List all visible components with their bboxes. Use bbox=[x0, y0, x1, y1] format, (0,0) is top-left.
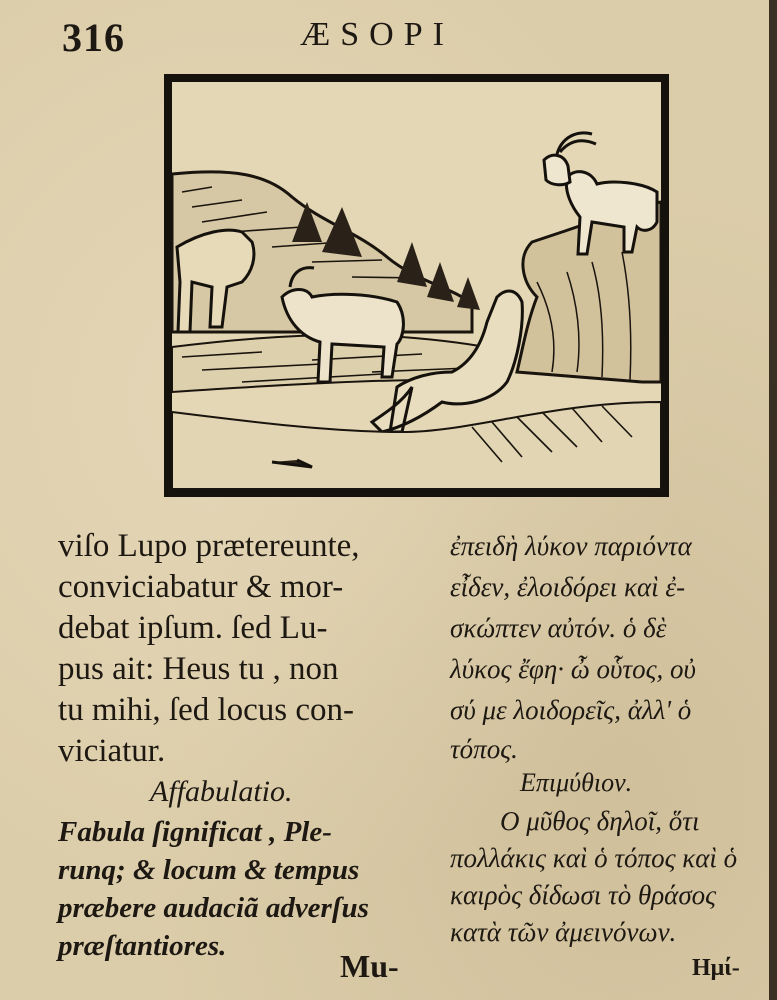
latin-text-line: tu mihi, ſed locus con- bbox=[58, 692, 355, 728]
greek-moral-heading: Επιμύθιον. bbox=[520, 768, 633, 797]
greek-text-line: ἐπειδὴ λύκον παριόντα bbox=[450, 531, 692, 561]
latin-text-line: debat ipſum. ſed Lu- bbox=[58, 610, 328, 646]
woodcut-wolf-and-goat-image bbox=[172, 82, 661, 489]
greek-moral-line: Ο μῦθος δηλοῖ, ὅτι bbox=[500, 806, 700, 836]
greek-text-line: εἶδεν, ἐλοιδόρει καὶ ἐ- bbox=[450, 572, 686, 602]
latin-text-line: conviciabatur & mor- bbox=[58, 569, 344, 605]
greek-text-line: σύ με λοιδορεῖς, ἀλλ' ὁ bbox=[450, 695, 692, 725]
greek-text-line: τόπος. bbox=[450, 734, 518, 764]
latin-catchword: Mu- bbox=[340, 948, 399, 984]
woodcut-illustration bbox=[164, 74, 669, 497]
greek-moral-line: καιρὸς δίδωσι τὸ θράσος bbox=[450, 880, 717, 910]
running-title: ÆSOPI bbox=[300, 16, 454, 53]
latin-text-line: viſo Lupo prætereunte, bbox=[58, 528, 360, 564]
latin-moral-line: præbere audaciã adverſus bbox=[58, 892, 369, 924]
greek-catchword: Ημί- bbox=[692, 955, 740, 981]
latin-text-line: viciatur. bbox=[58, 733, 166, 769]
page-edge-shadow bbox=[769, 0, 777, 1000]
latin-text-line: pus ait: Heus tu , non bbox=[58, 651, 339, 687]
greek-text-line: λύκος ἔφη· ὦ οὗτος, οὐ bbox=[450, 654, 696, 684]
latin-moral-line: Fabula ſignificat , Ple- bbox=[58, 816, 332, 848]
page-number: 316 bbox=[62, 15, 125, 60]
greek-moral-line: πολλάκις καὶ ὁ τόπος καὶ ὁ bbox=[450, 843, 738, 873]
greek-text-line: σκώπτεν αὐτόν. ὁ δὲ bbox=[450, 613, 667, 643]
latin-moral-line: præſtantiores. bbox=[58, 930, 227, 962]
latin-moral-heading: Affabulatio. bbox=[150, 775, 293, 808]
greek-moral-line: κατὰ τῶν ἀμεινόνων. bbox=[450, 917, 677, 947]
latin-moral-line: runq; & locum & tempus bbox=[58, 854, 360, 886]
